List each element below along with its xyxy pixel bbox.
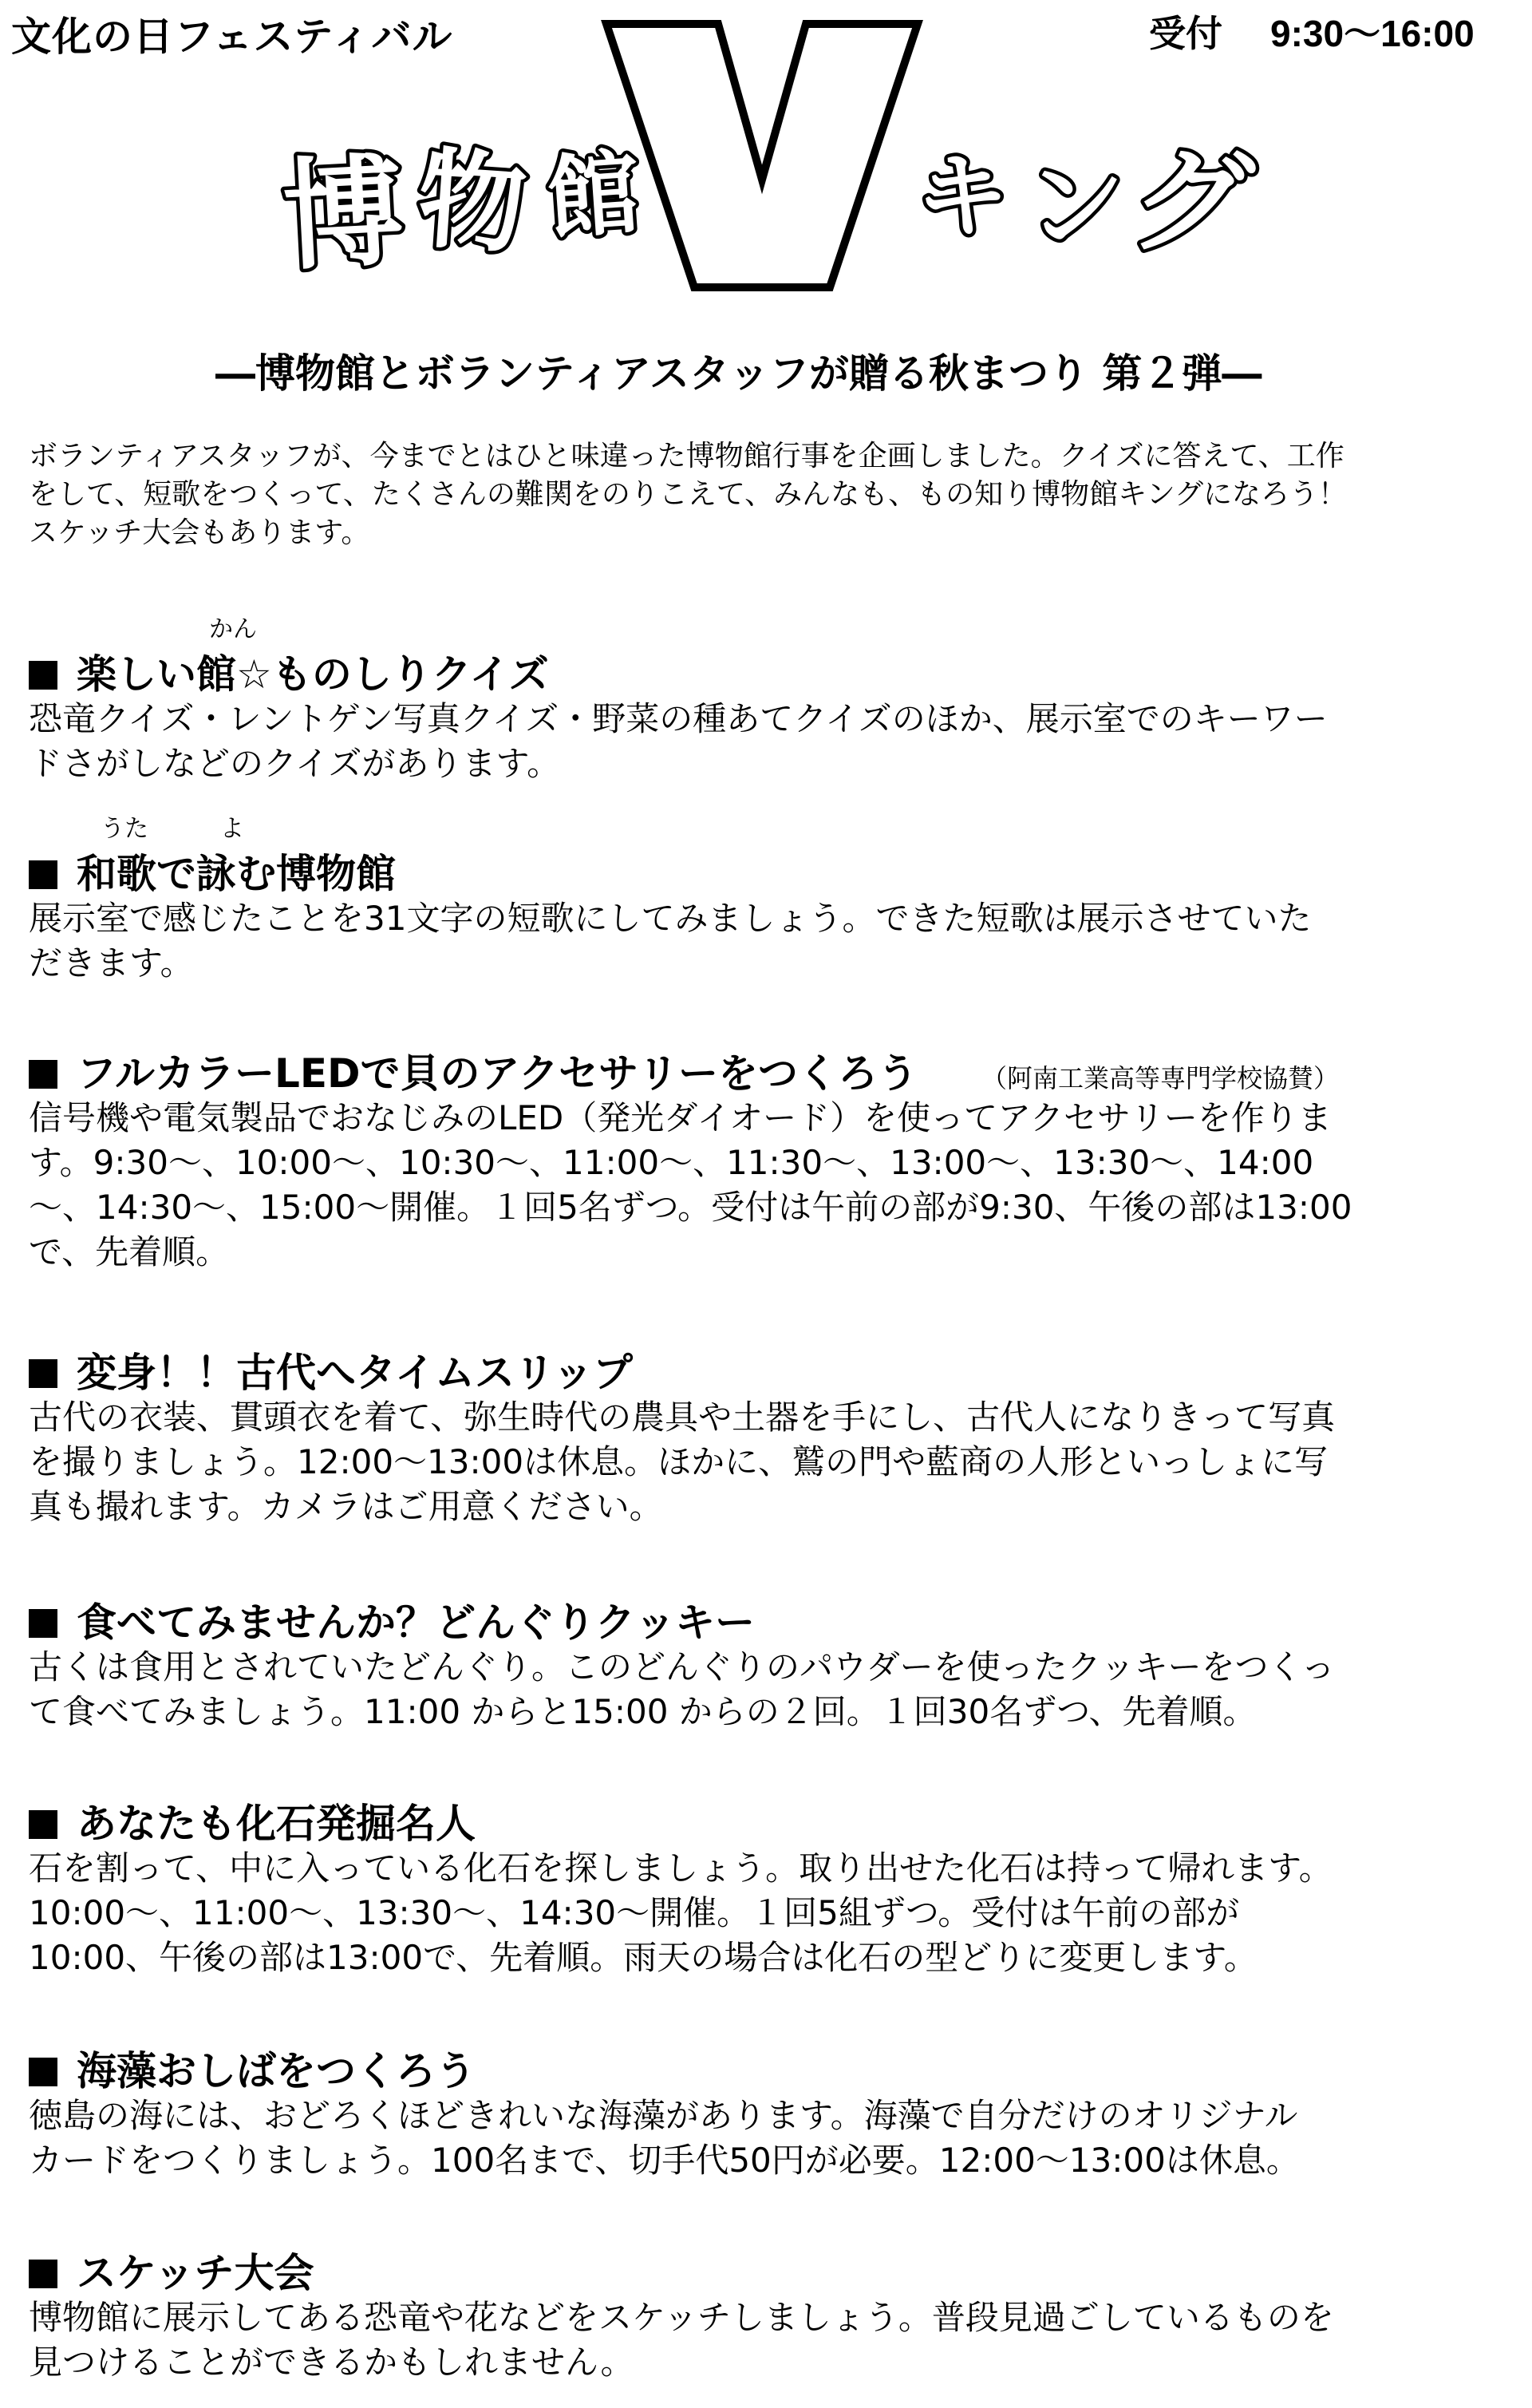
section-body (29, 1096, 1529, 1275)
section-title: 食べてみませんか？どんぐりクッキー (77, 1599, 755, 1646)
event-name: 文化の日フェスティバル (11, 14, 453, 60)
bullet-square-icon (29, 2260, 57, 2288)
title-char-haku: 博 (280, 142, 407, 287)
section-body (29, 1846, 1529, 1980)
bullet-square-icon (29, 1609, 57, 1638)
section-body (29, 2295, 1529, 2385)
title-v-letter (606, 24, 918, 290)
section-body (29, 896, 1529, 986)
body-line: 展示室で感じたことを31文字の短歌にしてみましょう。できた短歌は展示させていた (29, 899, 1312, 938)
intro-line: ボランティアスタッフが、今までとはひと味違った博物館行事を企画しました。クイズに答えて、工作 (29, 440, 1344, 473)
section-title: 海藻おしばをつくろう (77, 2048, 476, 2094)
section-led (29, 1042, 1529, 1275)
section-body (29, 2094, 1529, 2183)
intro-paragraph (29, 437, 1513, 552)
title-char-butsu: 物 (413, 136, 531, 269)
body-line: ドさがしなどのクイズがあります。 (29, 744, 561, 783)
reception-label: 受付 (1149, 13, 1222, 54)
subtitle: ―博物館とボランティアスタッフが贈る秋まつり 第２弾― (215, 350, 1262, 397)
intro-line: をして、短歌をつくって、たくさんの難関をのりこえて、みんなも、もの知り博物館キングになろう！ (29, 478, 1348, 511)
body-line: 恐竜クイズ・レントゲン写真クイズ・野菜の種あてクイズのほか、展示室でのキーワー (29, 699, 1328, 738)
section-heading (29, 842, 1529, 897)
body-line: 古代の衣装、貫頭衣を着て、弥生時代の農具や土器を手にし、古代人になりきって写真 (29, 1398, 1336, 1437)
body-line: 10:00〜、11:00〜、13:30〜、14:30〜開催。１回5組ずつ。受付は午前の部が (29, 1893, 1240, 1932)
section-fossil (29, 1792, 1529, 1980)
section-body (29, 1395, 1529, 1529)
section-title: スケッチ大会 (77, 2250, 314, 2296)
title-char-gu: グ (1123, 129, 1258, 279)
section-title: 楽しい館☆ものしりクイズ (77, 651, 549, 698)
bullet-square-icon (29, 1359, 57, 1388)
bullet-square-icon (29, 1060, 57, 1089)
body-line: 〜、14:30〜、15:00〜開催。１回5名ずつ。受付は午前の部が9:30、午後の部は13:00 (29, 1188, 1352, 1227)
section-heading (29, 643, 1529, 698)
body-line: 真も撮れます。カメラはご用意ください。 (29, 1487, 663, 1526)
section-heading (29, 2039, 1529, 2094)
body-line: 見つけることができるかもしれません。 (29, 2343, 634, 2382)
ruby-kan: かん (209, 615, 257, 643)
body-line: を撮りましょう。12:00〜13:00は休息。ほかに、鷲の門や藍商の人形といっしょに写 (29, 1442, 1329, 1481)
section-title: 和歌で詠む博物館 (77, 851, 396, 897)
body-line: 石を割って、中に入っている化石を探しましょう。取り出せた化石は持って帰れます。 (29, 1849, 1333, 1888)
section-title: 変身！！古代へタイムスリップ (77, 1350, 633, 1396)
section-body (29, 1645, 1529, 1734)
bullet-square-icon (29, 860, 57, 889)
body-line: 古くは食用とされていたどんぐり。このどんぐりのパウダーを使ったクッキーをつくっ (29, 1647, 1335, 1686)
section-quiz (29, 615, 1529, 786)
bullet-square-icon (29, 1810, 57, 1839)
title-char-kan: 館 (543, 139, 643, 253)
ruby-yo: よ (220, 815, 244, 843)
section-title: フルカラーLEDで貝のアクセサリーをつくろう (77, 1050, 918, 1097)
section-time-slip (29, 1341, 1529, 1529)
title-logo (271, 0, 1261, 303)
body-line: 信号機や電気製品でおなじみのLED（発光ダイオード）を使ってアクセサリーを作りま (29, 1098, 1332, 1137)
body-line: カードをつくりましょう。100名まで、切手代50円が必要。12:00〜13:00は休息。 (29, 2141, 1300, 2180)
body-line: 10:00、午後の部は13:00で、先着順。雨天の場合は化石の型どりに変更します。 (29, 1938, 1258, 1977)
section-heading (29, 2241, 1529, 2296)
reception-time: 9:30〜16:00 (1270, 13, 1475, 54)
body-line: で、先着順。 (29, 1232, 230, 1271)
ruby-uta: うた (101, 815, 148, 843)
bullet-square-icon (29, 661, 57, 690)
body-line: す。9:30〜、10:00〜、10:30〜、11:00〜、11:30〜、13:00〜、13:30〜、14:00 (29, 1143, 1314, 1182)
section-tanka (29, 815, 1529, 986)
section-heading (29, 1042, 1529, 1097)
bullet-square-icon (29, 2058, 57, 2086)
intro-line: スケッチ大会もあります。 (29, 516, 370, 549)
body-line: 徳島の海には、おどろくほどきれいな海藻があります。海藻で自分だけのオリジナル (29, 2096, 1298, 2135)
section-title: あなたも化石発掘名人 (77, 1801, 476, 1847)
body-line: 博物館に展示してある恐竜や花などをスケッチしましょう。普段見過ごしているものを (29, 2298, 1334, 2337)
body-line: だきます。 (29, 943, 194, 983)
section-heading (29, 1792, 1529, 1847)
section-heading (29, 1341, 1529, 1396)
body-line: て食べてみましょう。11:00 からと15:00 からの２回。１回30名ずつ、先着順。 (29, 1692, 1257, 1731)
title-char-n: ン (1023, 144, 1129, 266)
section-seaweed (29, 2039, 1529, 2183)
section-sponsor-note: （阿南工業高等専門学校協賛） (981, 1063, 1340, 1093)
section-heading (29, 1591, 1529, 1646)
title-char-ki: キ (911, 139, 1013, 255)
section-sketch (29, 2241, 1529, 2385)
section-cookie (29, 1591, 1529, 1734)
section-body (29, 697, 1529, 786)
